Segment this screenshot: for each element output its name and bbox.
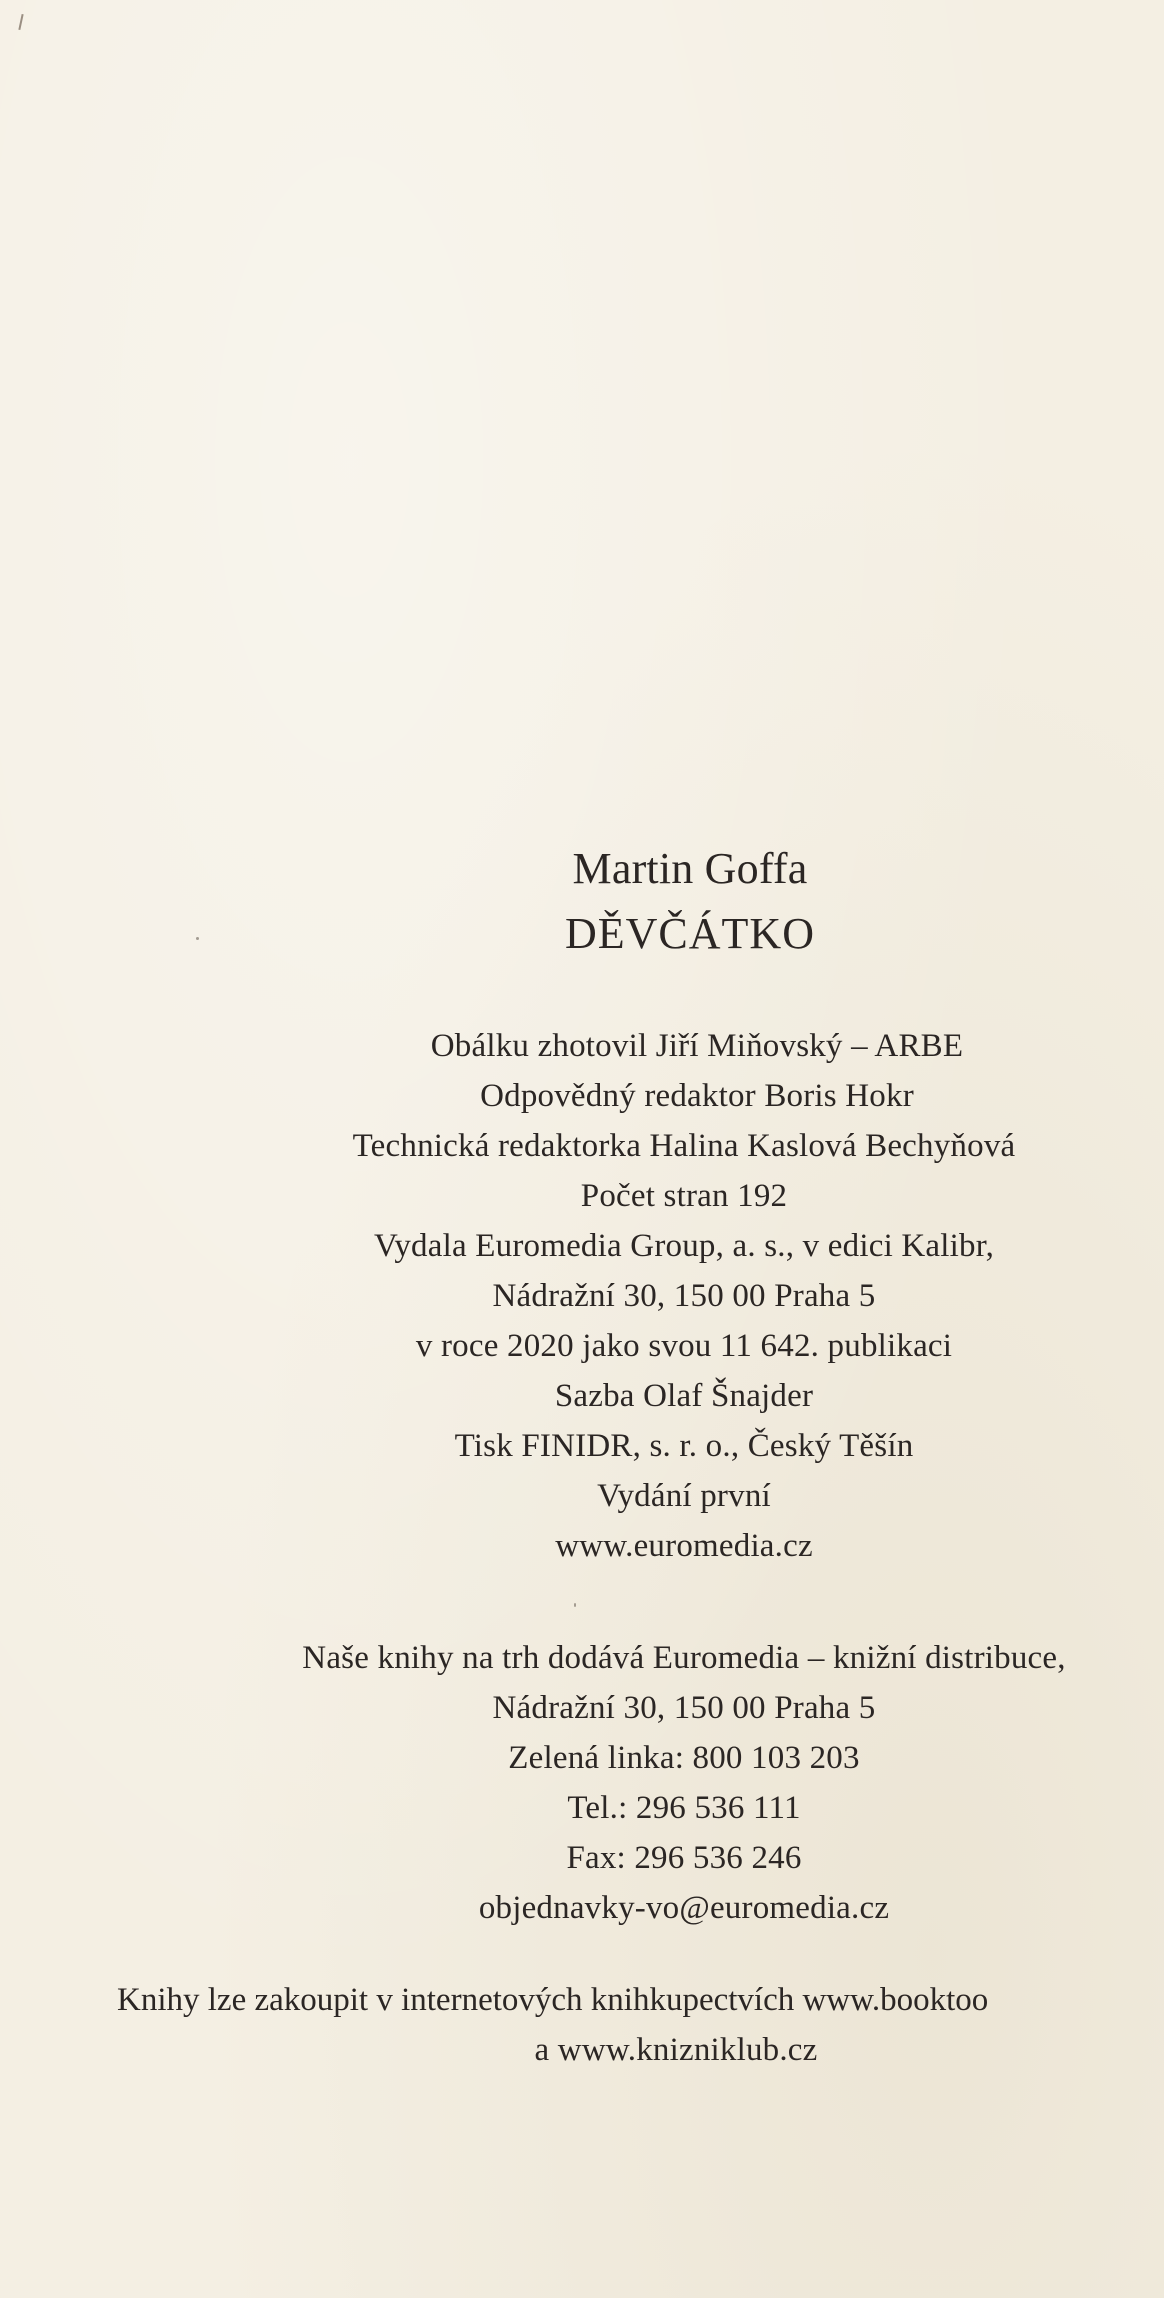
print-speck bbox=[196, 937, 199, 940]
book-title: DĚVČÁTKO bbox=[565, 909, 815, 958]
credit-technical-editor: Technická redaktorka Halina Kaslová Bechyňová bbox=[352, 1128, 1016, 1164]
credit-printer: Tisk FINIDR, s. r. o., Český Těšín bbox=[454, 1428, 914, 1464]
credit-editor: Odpovědný redaktor Boris Hokr bbox=[480, 1078, 914, 1114]
credit-cover: Obálku zhotovil Jiří Miňovský – ARBE bbox=[430, 1028, 964, 1064]
distribution-phone: Tel.: 296 536 111 bbox=[567, 1790, 801, 1826]
page-mark bbox=[18, 14, 23, 30]
distribution-line: Naše knihy na trh dodává Euromedia – knižní distribuce, bbox=[302, 1640, 1066, 1676]
author-name: Martin Goffa bbox=[572, 844, 808, 893]
credit-address: Nádražní 30, 150 00 Praha 5 bbox=[492, 1278, 876, 1314]
credit-typesetting: Sazba Olaf Šnajder bbox=[554, 1378, 814, 1414]
distribution-email: objednavky-vo@euromedia.cz bbox=[478, 1890, 890, 1926]
print-speck bbox=[574, 1603, 576, 1607]
credit-publisher: Vydala Euromedia Group, a. s., v edici Kalibr, bbox=[373, 1228, 995, 1264]
credit-year: v roce 2020 jako svou 11 642. publikaci bbox=[415, 1328, 953, 1364]
distribution-hotline: Zelená linka: 800 103 203 bbox=[508, 1740, 860, 1776]
credit-page-count: Počet stran 192 bbox=[580, 1178, 788, 1214]
purchase-line-2: a www.knizniklub.cz bbox=[534, 2032, 818, 2068]
credit-edition: Vydání první bbox=[597, 1478, 771, 1514]
purchase-line: Knihy lze zakoupit v internetových knihkupectvích www.booktoo bbox=[117, 1982, 989, 2018]
credit-website: www.euromedia.cz bbox=[555, 1528, 813, 1564]
distribution-fax: Fax: 296 536 246 bbox=[566, 1840, 802, 1876]
distribution-address: Nádražní 30, 150 00 Praha 5 bbox=[492, 1690, 876, 1726]
